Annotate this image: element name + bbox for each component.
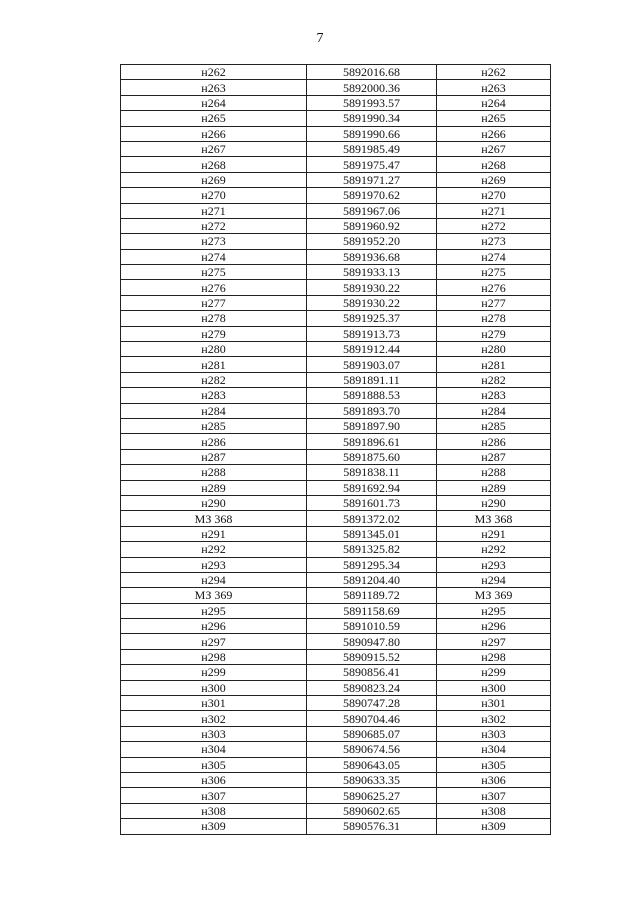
- coordinate-cell: 5891189.72: [307, 588, 437, 603]
- coordinate-cell: 5891930.22: [307, 280, 437, 295]
- table-row: [121, 588, 551, 603]
- point-id-cell: н307: [121, 788, 307, 803]
- table-row: [121, 434, 551, 449]
- point-id-cell: н284: [121, 403, 307, 418]
- coordinate-cell: 5891993.57: [307, 95, 437, 110]
- table-row: [121, 234, 551, 249]
- point-id-cell: н296: [437, 619, 551, 634]
- point-id-cell: н299: [437, 665, 551, 680]
- table-row: [121, 603, 551, 618]
- point-id-cell: н300: [437, 680, 551, 695]
- point-id-cell: МЗ 368: [121, 511, 307, 526]
- table-row: [121, 572, 551, 587]
- table-row: [121, 203, 551, 218]
- point-id-cell: н278: [437, 311, 551, 326]
- coordinate-cell: 5891970.62: [307, 188, 437, 203]
- coordinate-cell: 5891936.68: [307, 249, 437, 264]
- point-id-cell: н300: [121, 680, 307, 695]
- point-id-cell: н303: [437, 726, 551, 741]
- point-id-cell: н280: [437, 342, 551, 357]
- table-row: [121, 449, 551, 464]
- coordinate-cell: 5891601.73: [307, 495, 437, 510]
- point-id-cell: н299: [121, 665, 307, 680]
- point-id-cell: н306: [121, 772, 307, 787]
- point-id-cell: н298: [437, 649, 551, 664]
- coordinate-cell: 5890685.07: [307, 726, 437, 741]
- point-id-cell: н288: [437, 465, 551, 480]
- point-id-cell: н285: [121, 418, 307, 433]
- coordinate-cell: 5892000.36: [307, 80, 437, 95]
- point-id-cell: н281: [437, 357, 551, 372]
- coordinate-cell: 5891897.90: [307, 418, 437, 433]
- point-id-cell: н298: [121, 649, 307, 664]
- point-id-cell: н277: [437, 295, 551, 310]
- table-row: [121, 188, 551, 203]
- point-id-cell: н279: [121, 326, 307, 341]
- coordinate-cell: 5890704.46: [307, 711, 437, 726]
- table-row: [121, 803, 551, 818]
- coordinate-cell: 5891838.11: [307, 465, 437, 480]
- table-row: [121, 418, 551, 433]
- table-row: [121, 295, 551, 310]
- point-id-cell: н280: [121, 342, 307, 357]
- table-row: [121, 480, 551, 495]
- point-id-cell: н266: [121, 126, 307, 141]
- point-id-cell: н267: [437, 141, 551, 156]
- point-id-cell: н262: [437, 65, 551, 80]
- point-id-cell: н297: [437, 634, 551, 649]
- table-row: [121, 218, 551, 233]
- point-id-cell: н309: [437, 819, 551, 834]
- point-id-cell: н274: [437, 249, 551, 264]
- point-id-cell: н283: [437, 388, 551, 403]
- coordinate-cell: 5890947.80: [307, 634, 437, 649]
- point-id-cell: н286: [437, 434, 551, 449]
- point-id-cell: н288: [121, 465, 307, 480]
- table-row: [121, 65, 551, 80]
- table-row: [121, 95, 551, 110]
- point-id-cell: н281: [121, 357, 307, 372]
- coordinate-cell: 5890625.27: [307, 788, 437, 803]
- point-id-cell: н273: [121, 234, 307, 249]
- coordinate-cell: 5891875.60: [307, 449, 437, 464]
- table-row: [121, 172, 551, 187]
- point-id-cell: н289: [121, 480, 307, 495]
- point-id-cell: н297: [121, 634, 307, 649]
- table-row: [121, 326, 551, 341]
- coordinate-cell: 5891325.82: [307, 542, 437, 557]
- point-id-cell: н294: [437, 572, 551, 587]
- coordinate-cell: 5890602.65: [307, 803, 437, 818]
- point-id-cell: н306: [437, 772, 551, 787]
- point-id-cell: н286: [121, 434, 307, 449]
- point-id-cell: н307: [437, 788, 551, 803]
- coordinate-cell: 5891975.47: [307, 157, 437, 172]
- table-row: [121, 649, 551, 664]
- coordinate-cell: 5891971.27: [307, 172, 437, 187]
- point-id-cell: н275: [437, 265, 551, 280]
- point-id-cell: н292: [121, 542, 307, 557]
- table-row: [121, 726, 551, 741]
- table-row: [121, 511, 551, 526]
- coordinate-cell: 5891990.34: [307, 111, 437, 126]
- point-id-cell: н272: [121, 218, 307, 233]
- coordinate-cell: 5891893.70: [307, 403, 437, 418]
- coordinate-cell: 5891933.13: [307, 265, 437, 280]
- point-id-cell: н277: [121, 295, 307, 310]
- table-row: [121, 495, 551, 510]
- table-row: [121, 526, 551, 541]
- point-id-cell: н285: [437, 418, 551, 433]
- coordinate-cell: 5891967.06: [307, 203, 437, 218]
- coordinate-cell: 5891925.37: [307, 311, 437, 326]
- point-id-cell: н301: [121, 696, 307, 711]
- table-row: [121, 342, 551, 357]
- table-row: [121, 772, 551, 787]
- coordinate-cell: 5891960.92: [307, 218, 437, 233]
- point-id-cell: н291: [437, 526, 551, 541]
- table-row: [121, 280, 551, 295]
- point-id-cell: н294: [121, 572, 307, 587]
- point-id-cell: н292: [437, 542, 551, 557]
- point-id-cell: н272: [437, 218, 551, 233]
- coordinate-cell: 5891010.59: [307, 619, 437, 634]
- point-id-cell: н270: [437, 188, 551, 203]
- coordinate-cell: 5890674.56: [307, 742, 437, 757]
- point-id-cell: н263: [437, 80, 551, 95]
- coordinate-cell: 5891372.02: [307, 511, 437, 526]
- coordinate-cell: 5891912.44: [307, 342, 437, 357]
- point-id-cell: н283: [121, 388, 307, 403]
- coordinate-cell: 5891990.66: [307, 126, 437, 141]
- point-id-cell: н279: [437, 326, 551, 341]
- coordinate-cell: 5891985.49: [307, 141, 437, 156]
- point-id-cell: н284: [437, 403, 551, 418]
- point-id-cell: н290: [437, 495, 551, 510]
- coordinate-cell: 5890823.24: [307, 680, 437, 695]
- table-row: [121, 542, 551, 557]
- table-row: [121, 311, 551, 326]
- point-id-cell: н290: [121, 495, 307, 510]
- table-row: [121, 372, 551, 387]
- table-row: [121, 265, 551, 280]
- page-number: 7: [316, 31, 324, 46]
- point-id-cell: н265: [437, 111, 551, 126]
- point-id-cell: н291: [121, 526, 307, 541]
- coordinate-cell: 5891903.07: [307, 357, 437, 372]
- point-id-cell: н274: [121, 249, 307, 264]
- coordinates-table: [120, 64, 551, 835]
- coordinate-cell: 5891345.01: [307, 526, 437, 541]
- table-row: [121, 111, 551, 126]
- point-id-cell: н262: [121, 65, 307, 80]
- point-id-cell: н295: [121, 603, 307, 618]
- point-id-cell: н309: [121, 819, 307, 834]
- point-id-cell: н276: [121, 280, 307, 295]
- coordinate-cell: 5891896.61: [307, 434, 437, 449]
- point-id-cell: н268: [437, 157, 551, 172]
- point-id-cell: н268: [121, 157, 307, 172]
- coordinate-cell: 5890856.41: [307, 665, 437, 680]
- table-row: [121, 557, 551, 572]
- table-row: [121, 249, 551, 264]
- point-id-cell: н282: [121, 372, 307, 387]
- point-id-cell: н287: [437, 449, 551, 464]
- point-id-cell: н303: [121, 726, 307, 741]
- coordinate-cell: 5891204.40: [307, 572, 437, 587]
- table-row: [121, 665, 551, 680]
- table-row: [121, 126, 551, 141]
- point-id-cell: н265: [121, 111, 307, 126]
- table-row: [121, 465, 551, 480]
- table-row: [121, 819, 551, 834]
- table-row: [121, 788, 551, 803]
- point-id-cell: н305: [121, 757, 307, 772]
- coordinate-cell: 5891158.69: [307, 603, 437, 618]
- point-id-cell: н269: [121, 172, 307, 187]
- table-row: [121, 711, 551, 726]
- point-id-cell: н269: [437, 172, 551, 187]
- table-row: [121, 157, 551, 172]
- point-id-cell: н266: [437, 126, 551, 141]
- point-id-cell: н270: [121, 188, 307, 203]
- coordinate-cell: 5891913.73: [307, 326, 437, 341]
- point-id-cell: н273: [437, 234, 551, 249]
- coordinate-cell: 5891891.11: [307, 372, 437, 387]
- point-id-cell: н264: [437, 95, 551, 110]
- point-id-cell: н278: [121, 311, 307, 326]
- point-id-cell: МЗ 369: [437, 588, 551, 603]
- point-id-cell: н305: [437, 757, 551, 772]
- point-id-cell: н263: [121, 80, 307, 95]
- point-id-cell: н271: [121, 203, 307, 218]
- table-row: [121, 403, 551, 418]
- coordinate-cell: 5890633.35: [307, 772, 437, 787]
- coordinate-cell: 5892016.68: [307, 65, 437, 80]
- table-row: [121, 696, 551, 711]
- table-row: [121, 634, 551, 649]
- table-row: [121, 742, 551, 757]
- point-id-cell: н301: [437, 696, 551, 711]
- point-id-cell: н287: [121, 449, 307, 464]
- table-row: [121, 388, 551, 403]
- coordinate-cell: 5891930.22: [307, 295, 437, 310]
- table-row: [121, 757, 551, 772]
- table-row: [121, 357, 551, 372]
- point-id-cell: н302: [121, 711, 307, 726]
- table-row: [121, 619, 551, 634]
- point-id-cell: н293: [121, 557, 307, 572]
- coordinate-cell: 5890643.05: [307, 757, 437, 772]
- point-id-cell: н289: [437, 480, 551, 495]
- point-id-cell: н308: [121, 803, 307, 818]
- point-id-cell: н304: [121, 742, 307, 757]
- point-id-cell: н308: [437, 803, 551, 818]
- point-id-cell: н276: [437, 280, 551, 295]
- coordinate-cell: 5890576.31: [307, 819, 437, 834]
- coordinate-cell: 5890747.28: [307, 696, 437, 711]
- point-id-cell: н296: [121, 619, 307, 634]
- coordinates-table-body: [121, 65, 551, 835]
- point-id-cell: МЗ 368: [437, 511, 551, 526]
- point-id-cell: н275: [121, 265, 307, 280]
- coordinate-cell: 5891692.94: [307, 480, 437, 495]
- table-row: [121, 141, 551, 156]
- point-id-cell: н282: [437, 372, 551, 387]
- coordinate-cell: 5891888.53: [307, 388, 437, 403]
- table-row: [121, 80, 551, 95]
- point-id-cell: н293: [437, 557, 551, 572]
- point-id-cell: н271: [437, 203, 551, 218]
- point-id-cell: МЗ 369: [121, 588, 307, 603]
- coordinate-cell: 5891295.34: [307, 557, 437, 572]
- point-id-cell: н267: [121, 141, 307, 156]
- point-id-cell: н302: [437, 711, 551, 726]
- point-id-cell: н304: [437, 742, 551, 757]
- point-id-cell: н295: [437, 603, 551, 618]
- table-row: [121, 680, 551, 695]
- coordinate-cell: 5891952.20: [307, 234, 437, 249]
- point-id-cell: н264: [121, 95, 307, 110]
- coordinate-cell: 5890915.52: [307, 649, 437, 664]
